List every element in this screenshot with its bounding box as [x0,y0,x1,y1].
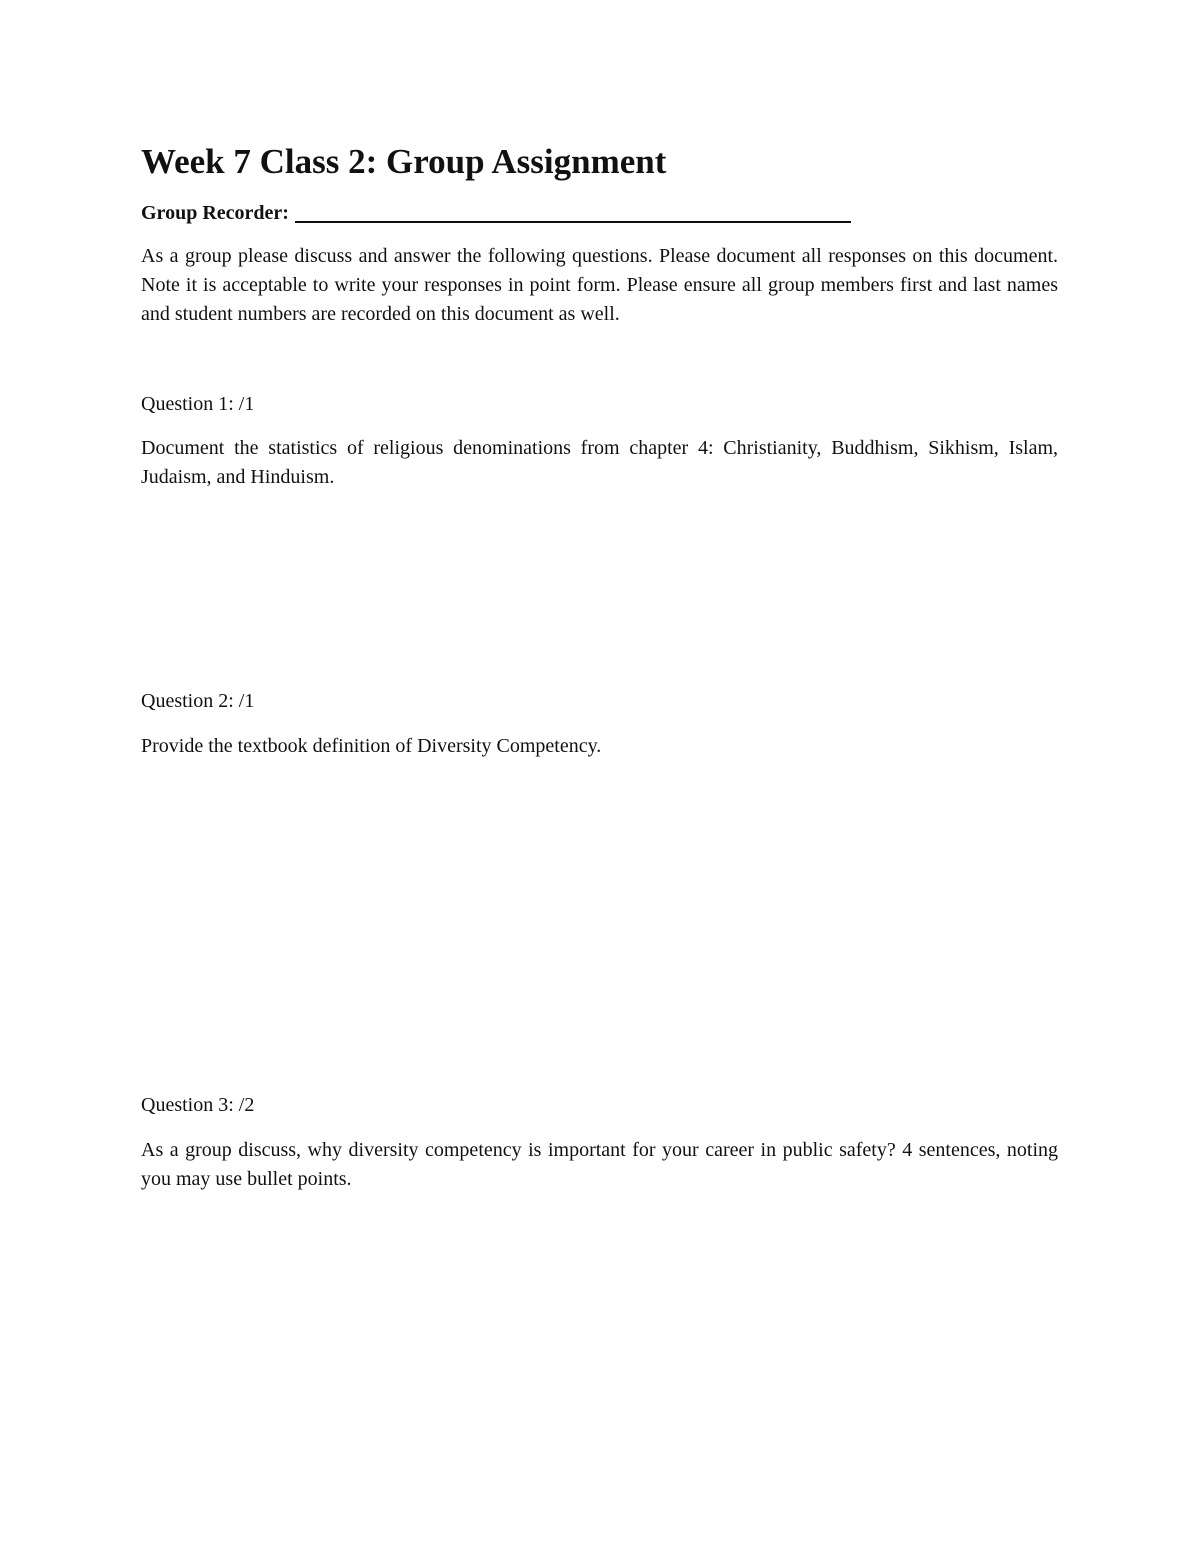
page-title: Week 7 Class 2: Group Assignment [141,142,667,181]
instructions-paragraph: As a group please discuss and answer the following questions. Please document all responses on this document. Note it is acceptable to write your responses in point form. Please ensure all group members first and last names and student numbers are recorded on this document as well. [141,245,1058,325]
question-3-text: As a group discuss, why diversity competency is important for your career in public safety? 4 sentences, noting you may use bullet points. [141,1139,1058,1190]
question-2-heading: Question 2: /1 [141,690,255,712]
question-1-text: Document the statistics of religious denominations from chapter 4: Christianity, Buddhism, Sikhism, Islam, Judaism, and Hinduism. [141,437,1058,488]
question-1-heading: Question 1: /1 [141,393,255,415]
question-3-heading: Question 3: /2 [141,1094,255,1116]
group-recorder-label: Group Recorder: [141,202,289,224]
group-recorder-blank-line[interactable] [295,201,851,223]
question-2-text: Provide the textbook definition of Diversity Competency. [141,735,602,757]
group-recorder-row [141,200,851,226]
